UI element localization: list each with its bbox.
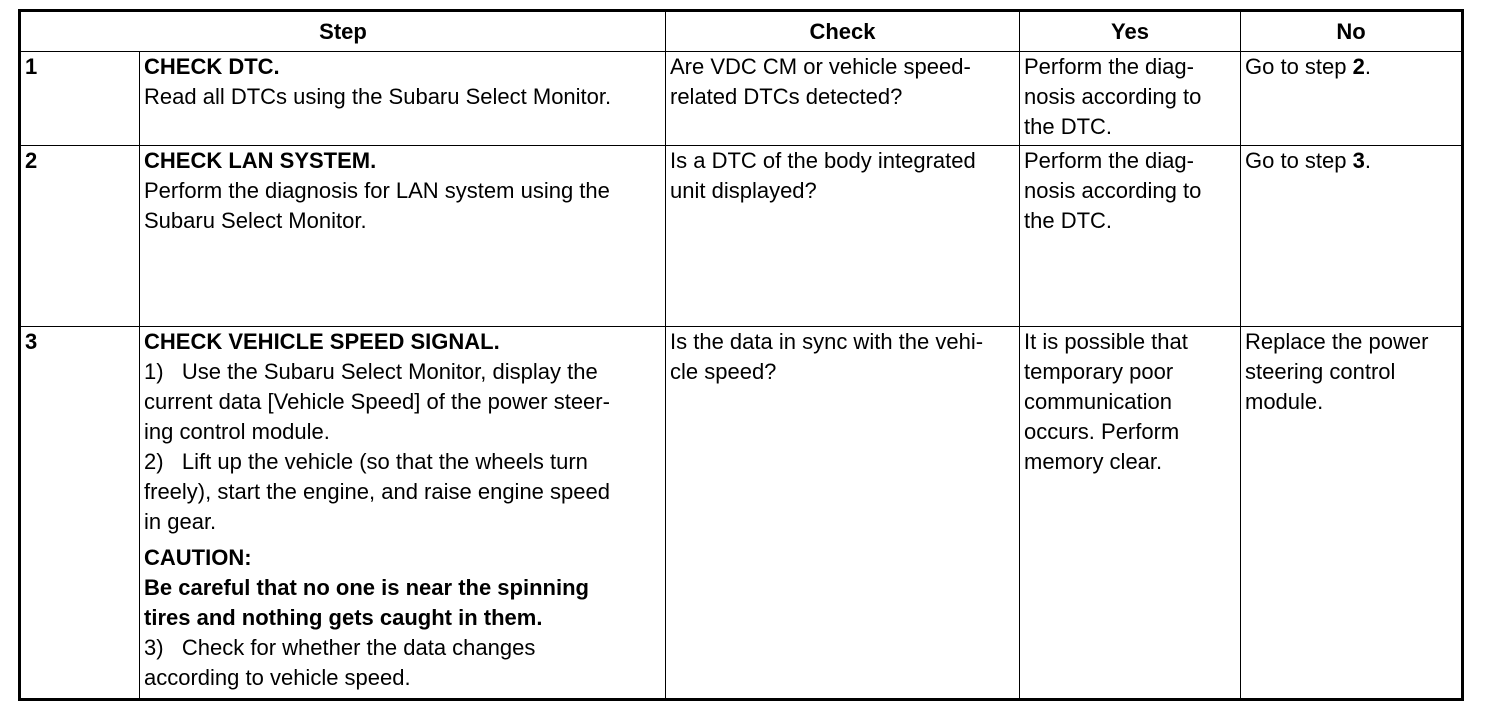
no-cell [1241,146,1463,327]
step-text: according to vehicle speed. [144,665,411,690]
check-text: unit displayed? [670,178,817,203]
yes-text: occurs. Perform [1024,419,1180,444]
next-step-number: 2 [1352,54,1365,79]
step-cell [140,52,666,146]
step-text: 1) Use the Subaru Select Monitor, display the [144,359,598,384]
caution-text: tires and nothing gets caught in them. [144,605,543,630]
no-text-suffix: . [1364,54,1371,79]
step-cell [140,146,666,327]
table-row [20,146,1463,327]
next-step-number: 3 [1352,148,1365,173]
diagnosis-table [18,9,1464,701]
yes-cell [1020,327,1241,700]
header-step: Step [20,11,666,52]
no-text-suffix: . [1364,148,1371,173]
check-text: Is the data in sync with the vehi- [670,329,984,354]
yes-text: It is possible that [1024,329,1188,354]
step-text: freely), start the engine, and raise engine speed [144,479,610,504]
check-text: related DTCs detected? [670,84,903,109]
check-text: Are VDC CM or vehicle speed- [670,54,971,79]
yes-cell [1020,52,1241,146]
yes-text: Perform the diag- [1024,148,1194,173]
yes-text: nosis according to [1024,178,1202,203]
step-text: current data [Vehicle Speed] of the power steer- [144,389,610,414]
header-row [20,11,1463,52]
yes-text: the DTC. [1024,208,1113,233]
step-number: 3 [20,327,140,700]
step-text: Perform the diagnosis for LAN system using the [144,178,610,203]
step-text: 2) Lift up the vehicle (so that the wheels turn [144,449,588,474]
yes-text: nosis according to [1024,84,1202,109]
step-title: CHECK DTC. [144,54,280,79]
no-cell [1241,327,1463,700]
yes-text: memory clear. [1024,449,1163,474]
step-title: CHECK LAN SYSTEM. [144,148,377,173]
step-text: Read all DTCs using the Subaru Select Monitor. [144,84,612,109]
table-row [20,52,1463,146]
step-number: 2 [20,146,140,327]
step-number: 1 [20,52,140,146]
check-cell [666,146,1020,327]
header-yes: Yes [1020,11,1241,52]
step-text: ing control module. [144,419,330,444]
no-text: Replace the power [1245,329,1429,354]
yes-text: Perform the diag- [1024,54,1194,79]
caution-text: Be careful that no one is near the spinning [144,575,589,600]
step-text: in gear. [144,509,217,534]
no-text: Go to step [1245,54,1353,79]
no-cell [1241,52,1463,146]
check-cell [666,327,1020,700]
no-text: steering control [1245,359,1396,384]
check-text: cle speed? [670,359,777,384]
step-cell [140,327,666,700]
table-row [20,327,1463,700]
yes-cell [1020,146,1241,327]
header-no: No [1241,11,1463,52]
no-text: module. [1245,389,1324,414]
step-text: Subaru Select Monitor. [144,208,367,233]
header-check: Check [666,11,1020,52]
yes-text: the DTC. [1024,114,1113,139]
yes-text: temporary poor [1024,359,1174,384]
check-text: Is a DTC of the body integrated [670,148,976,173]
no-text: Go to step [1245,148,1353,173]
check-cell [666,52,1020,146]
yes-text: communication [1024,389,1172,414]
caution-label: CAUTION: [144,545,252,570]
step-title: CHECK VEHICLE SPEED SIGNAL. [144,329,500,354]
step-text: 3) Check for whether the data changes [144,635,536,660]
